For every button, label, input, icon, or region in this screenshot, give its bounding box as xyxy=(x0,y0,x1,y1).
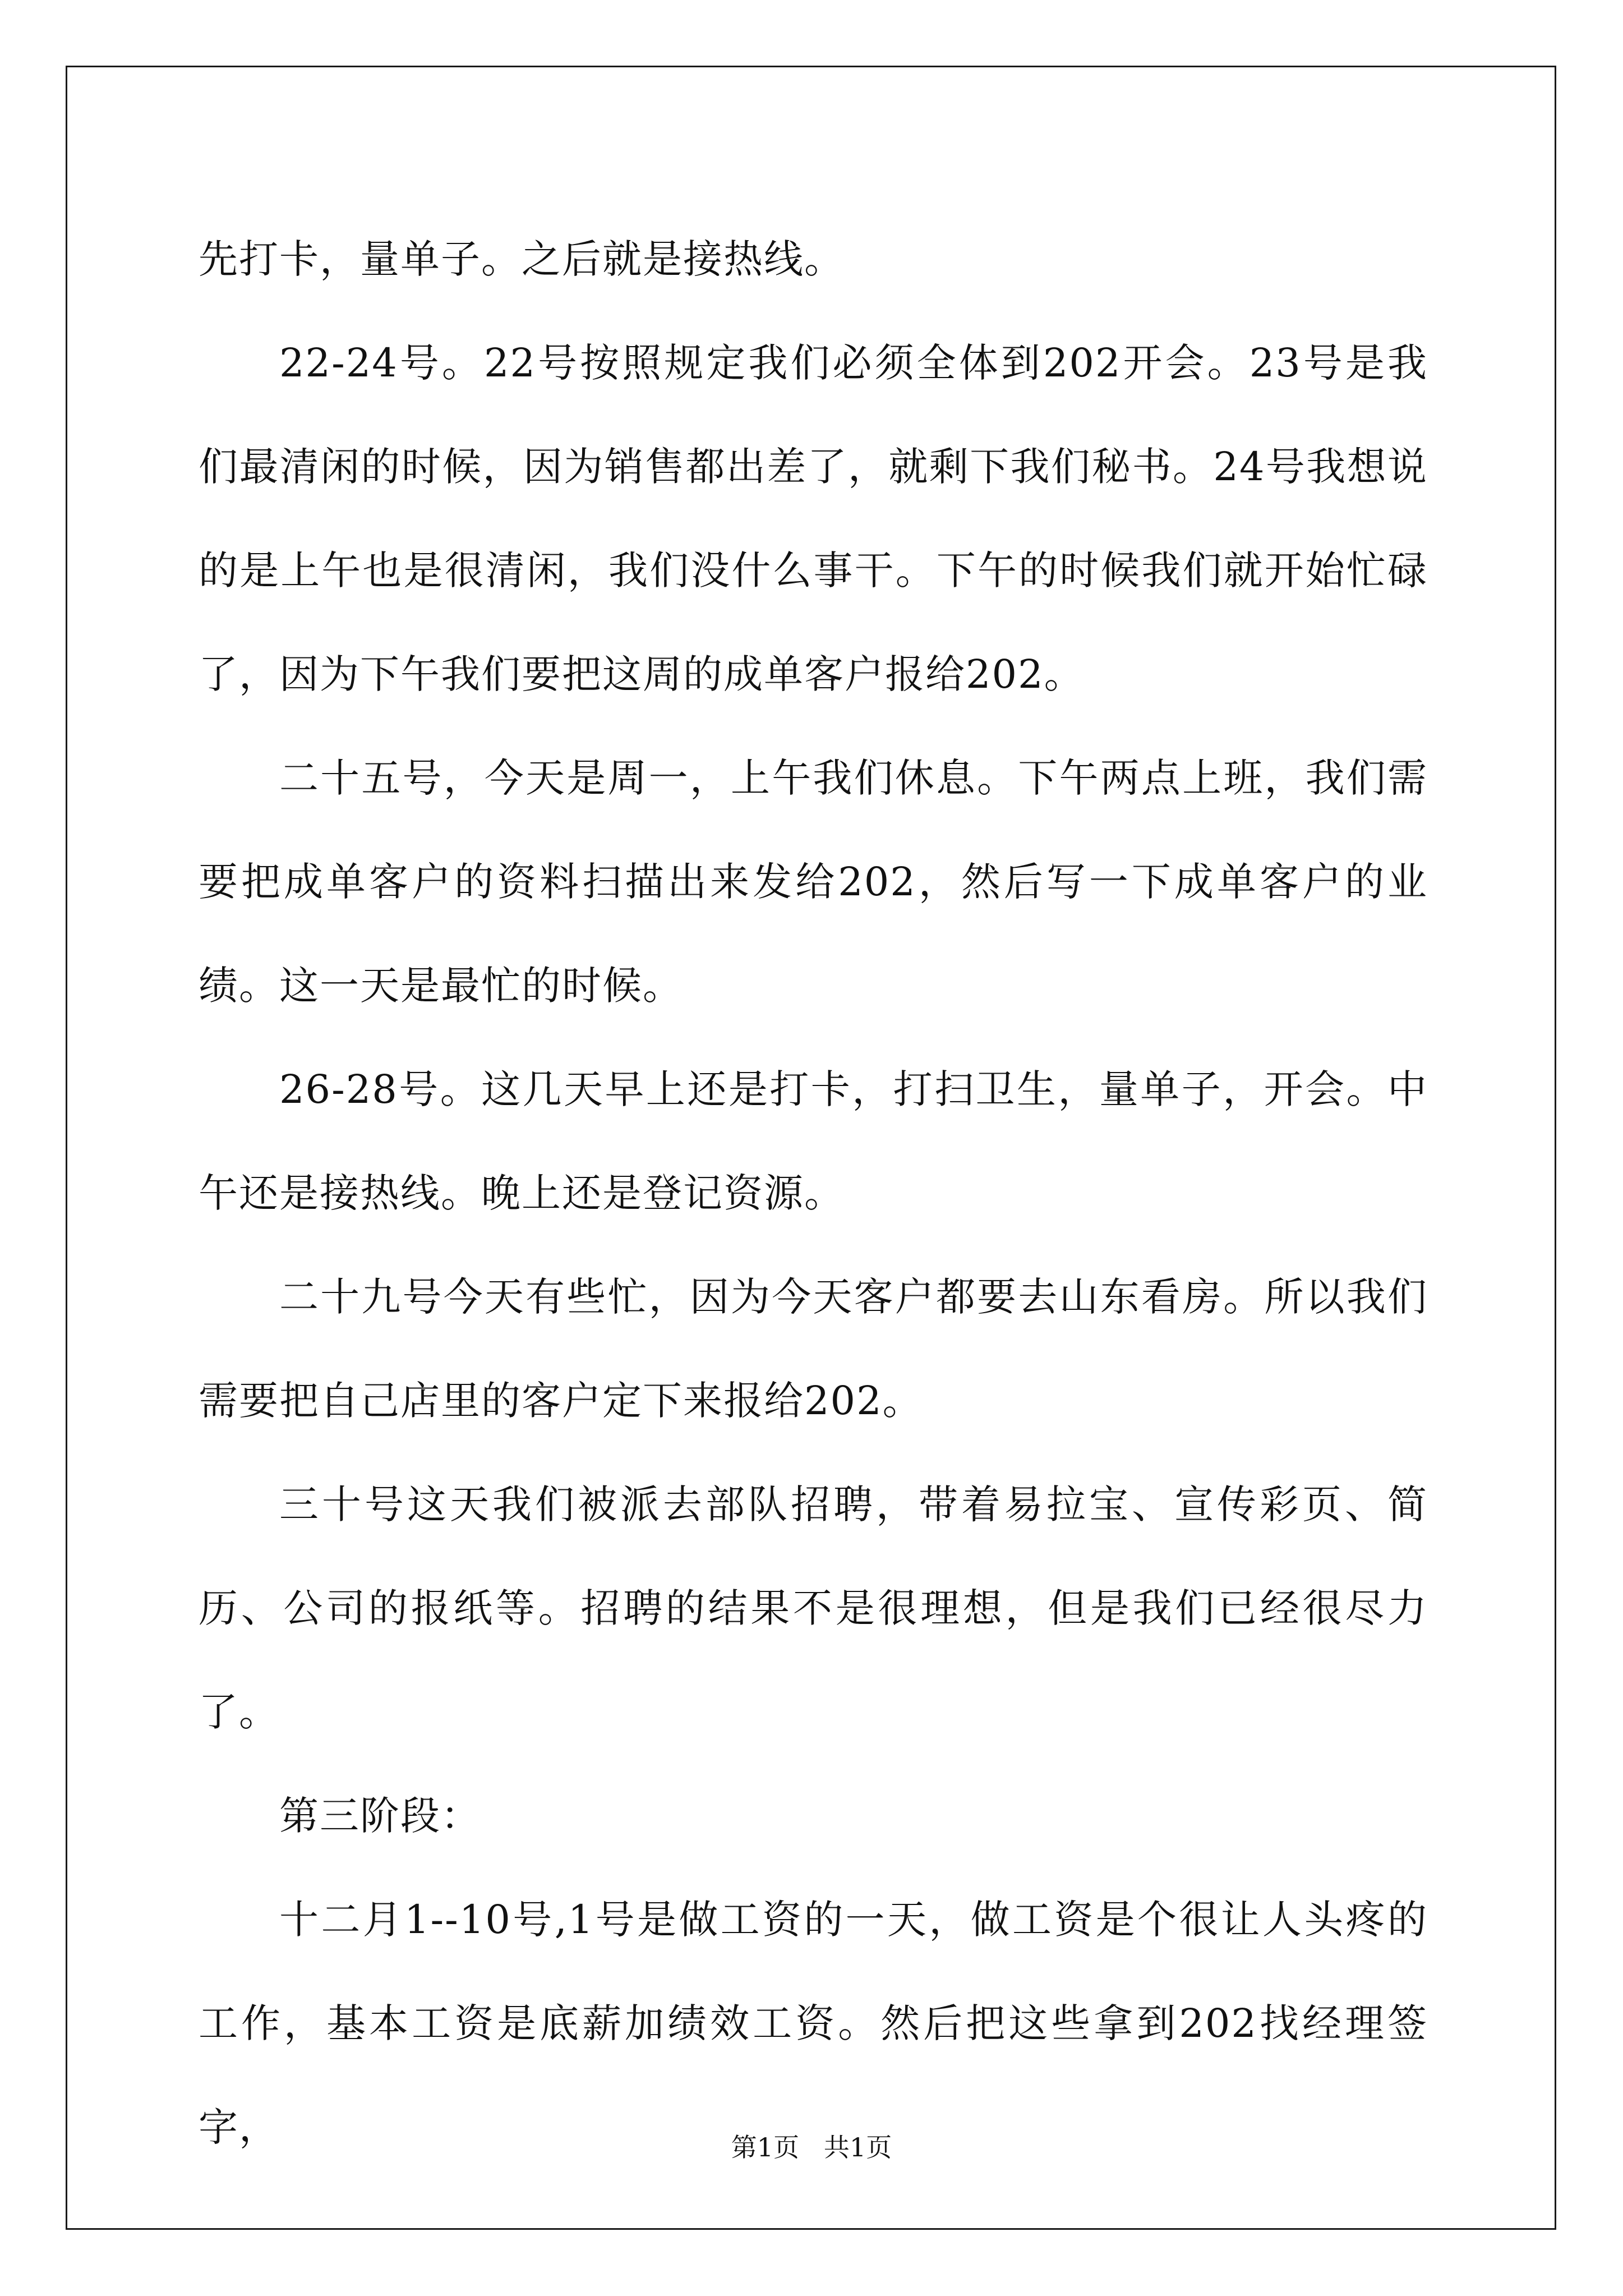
section-heading: 第三阶段： xyxy=(279,1793,481,1839)
document-body xyxy=(199,208,1428,2179)
paragraph: 二十九号今天有些忙，因为今天客户都要去山东看房。所以我们需要把自己店里的客户定下来报给202。 xyxy=(199,1274,1428,1424)
paragraph: 十二月1--10号,1号是做工资的一天，做工资是个很让人头疼的工作，基本工资是底薪加绩效工资。然后把这些拿到202找经理签字， xyxy=(199,1897,1428,2150)
paragraph: 22-24号。22号按照规定我们必须全体到202开会。23号是我们最清闲的时候，因为销售都出差了，就剩下我们秘书。24号我想说的是上午也是很清闲，我们没什么事干。下午的时候我们就开始忙碌了，因为下午我们要把这周的成单客户报给202。 xyxy=(199,340,1428,697)
paragraph: 先打卡，量单子。之后就是接热线。 xyxy=(199,236,845,282)
paragraph: 26-28号。这几天早上还是打卡，打扫卫生，量单子，开会。中午还是接热线。晚上还是登记资源。 xyxy=(199,1066,1428,1216)
paragraph: 二十五号，今天是周一，上午我们休息。下午两点上班，我们需要把成单客户的资料扫描出来发给202，然后写一下成单客户的业绩。这一天是最忙的时候。 xyxy=(199,755,1428,1009)
paragraph: 三十号这天我们被派去部队招聘，带着易拉宝、宣传彩页、简历、公司的报纸等。招聘的结果不是很理想，但是我们已经很尽力了。 xyxy=(199,1481,1428,1735)
page-number-footer: 第1页 共1页 xyxy=(731,2132,892,2162)
